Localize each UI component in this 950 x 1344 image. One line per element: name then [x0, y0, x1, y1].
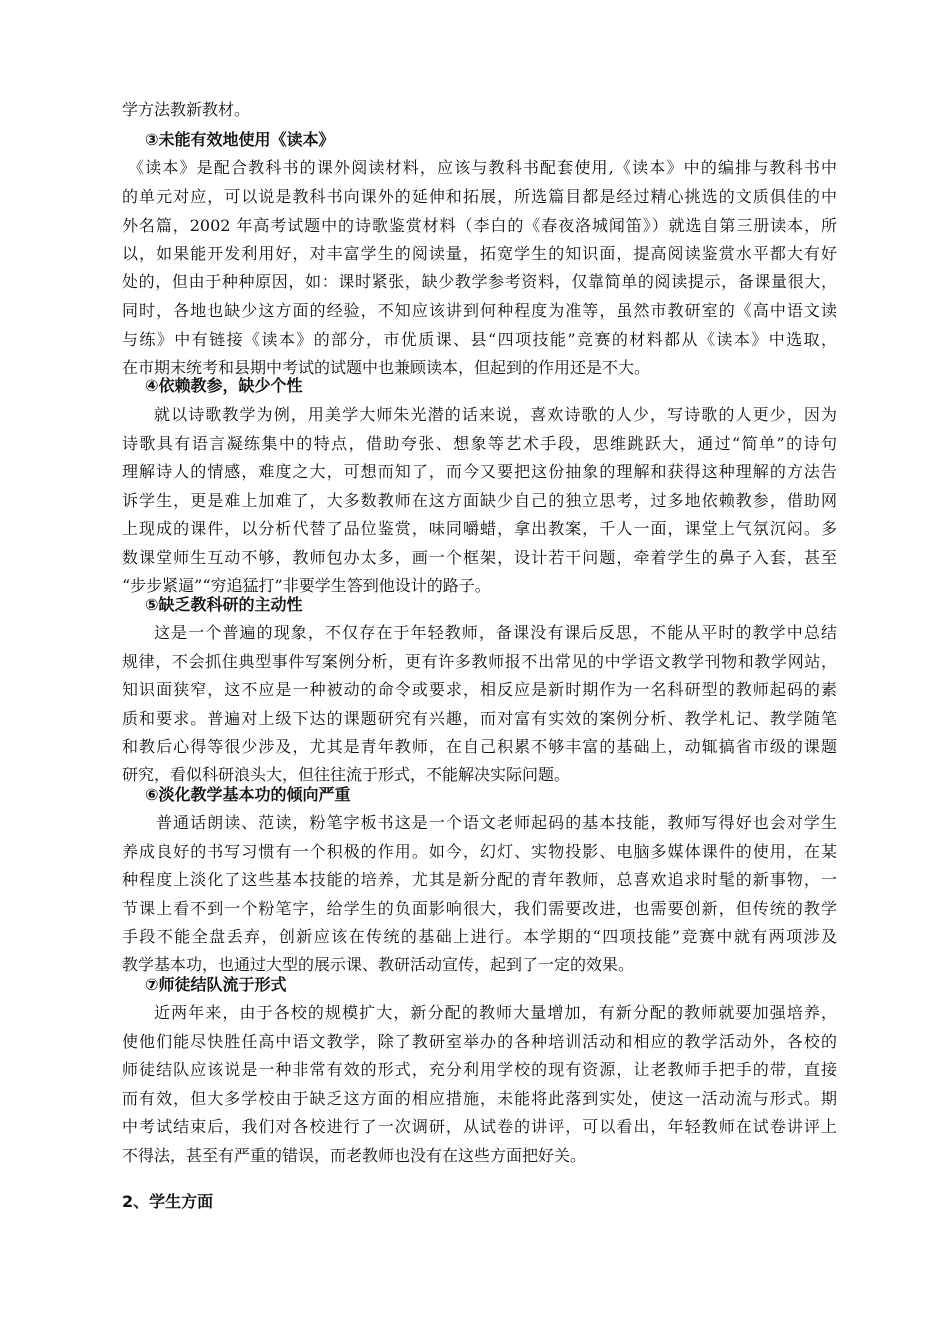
- heading-research-initiative: ⑤缺乏教科研的主动性: [145, 595, 303, 614]
- paragraph-line: 同时，各地也缺少这方面的经验，不知应该讲到何种程度为准等，虽然市教研室的《高中语文读: [122, 301, 837, 320]
- paragraph-line: 种程度上淡化了这些基本技能的培养，尤其是新分配的青年教师，总喜欢追求时髦的新事物，一: [122, 870, 837, 889]
- paragraph-line: 近两年来，由于各校的规模扩大，新分配的教师大量增加，有新分配的教师就要加强培养，: [154, 1003, 837, 1022]
- paragraph-line: 在市期末统考和县期中考试的试题中也兼顾读本，但起到的作用还是不大。: [122, 358, 651, 377]
- paragraph-line: “步步紧逼”“穷追猛打”非要学生答到他设计的路子。: [122, 576, 491, 595]
- paragraph-line: 诉学生，更是难上加难了，大多数教师在这方面缺少自己的独立思考，过多地依赖教参，借助网: [122, 491, 837, 510]
- paragraph-line: 手段不能全盘丢弃，创新应该在传统的基础上进行。本学期的“四项技能”竞赛中就有两项涉及: [122, 927, 837, 946]
- paragraph-line: 研究，看似科研浪头大，但往往流于形式，不能解决实际问题。: [122, 765, 571, 784]
- section-heading-students: 2、学生方面: [122, 1192, 214, 1211]
- paragraph-line: 普通话朗读、范读，粉笔字板书这是一个语文老师起码的基本技能，教师写得好也会对学生: [156, 813, 837, 832]
- paragraph-line: 外名篇，2002 年高考试题中的诗歌鉴赏材料（李白的《春夜洛城闻笛》）就选自第三册读本，所: [122, 216, 837, 235]
- heading-basic-skills: ⑥淡化教学基本功的倾向严重: [145, 785, 351, 804]
- paragraph-line: 养成良好的书写习惯有一个积极的作用。如今，幻灯、实物投影、电脑多媒体课件的使用，在某: [122, 842, 837, 861]
- paragraph-line: 上现成的课件，以分析代替了品位鉴赏，味同嚼蜡，拿出教案，千人一面，课堂上气氛沉闷。多: [122, 519, 837, 538]
- paragraph-line: 就以诗歌教学为例，用美学大师朱光潜的话来说，喜欢诗歌的人少，写诗歌的人更少，因为: [154, 405, 837, 424]
- paragraph-line: 质和要求。普遍对上级下达的课题研究有兴趣，而对富有实效的案例分析、教学札记、教学随笔: [122, 709, 837, 728]
- paragraph-line: 而有效，但大多学校由于缺乏这方面的相应措施，未能将此落到实处，使这一活动流与形式。期: [122, 1089, 837, 1108]
- heading-reader-usage: ③未能有效地使用《读本》: [145, 130, 335, 149]
- paragraph-line: 和教后心得等很少涉及，尤其是青年教师，在自己积累不够丰富的基础上，动辄搞省市级的课题: [122, 737, 837, 756]
- paragraph-line: 节课上看不到一个粉笔字，给学生的负面影响很大，我们需要改进，也需要创新，但传统的教学: [122, 899, 837, 918]
- paragraph-line: 的单元对应，可以说是教科书向课外的延伸和拓展，所选篇目都是经过精心挑选的文质俱佳的中: [122, 187, 837, 206]
- paragraph-line: 与练》中有链接《读本》的部分，市优质课、县“四项技能”竞赛的材料都从《读本》中选取，: [122, 330, 837, 349]
- heading-teacher-reference: ④依赖教参，缺少个性: [145, 376, 303, 395]
- intro-line: 学方法教新教材。: [122, 100, 251, 119]
- paragraph-line: 中考试结束后，我们对各校进行了一次调研，从试卷的讲评，可以看出，年轻教师在试卷讲评上: [122, 1117, 837, 1136]
- paragraph-line: 处的，但由于种种原因，如：课时紧张，缺少教学参考资料，仅靠简单的阅读提示，备课量很大，: [122, 272, 837, 291]
- paragraph-line: 不得法，甚至有严重的错误，而老教师也没有在这些方面把好关。: [122, 1146, 587, 1165]
- paragraph-line: 以，如果能开发利用好，对丰富学生的阅读量，拓宽学生的知识面，提高阅读鉴赏水平都大有好: [122, 244, 837, 263]
- paragraph-line: 教学基本功，也通过大型的展示课、教研活动宣传，起到了一定的效果。: [122, 955, 635, 974]
- paragraph-line: 知识面狭窄，这不应是一种被动的命令或要求，相反应是新时期作为一名科研型的教师起码的素: [122, 680, 837, 699]
- paragraph-line: 规律，不会抓住典型事件写案例分析，更有许多教师报不出常见的中学语文教学刊物和教学网站，: [122, 652, 837, 671]
- paragraph-line: 《读本》是配合教科书的课外阅读材料，应该与教科书配套使用,《读本》中的编排与教科书中: [128, 158, 837, 177]
- paragraph-line: 师徒结队应该说是一种非常有效的形式，充分利用学校的现有资源，让老教师手把手的带，直接: [122, 1060, 837, 1079]
- paragraph-line: 使他们能尽快胜任高中语文教学，除了教研室举办的各种培训活动和相应的教学活动外，各校的: [122, 1032, 837, 1051]
- paragraph-line: 理解诗人的情感，难度之大，可想而知了，而今又要把这份抽象的理解和获得这种理解的方法告: [122, 462, 837, 481]
- paragraph-line: 诗歌具有语言凝练集中的特点，借助夸张、想象等艺术手段，思维跳跃大，通过“简单”的诗句: [122, 434, 837, 453]
- paragraph-line: 数课堂师生互动不够，教师包办太多，画一个框架，设计若干问题，牵着学生的鼻子入套，甚至: [122, 548, 837, 567]
- heading-mentorship: ⑦师徒结队流于形式: [145, 975, 287, 994]
- paragraph-line: 这是一个普遍的现象，不仅存在于年轻教师，备课没有课后反思，不能从平时的教学中总结: [154, 623, 837, 642]
